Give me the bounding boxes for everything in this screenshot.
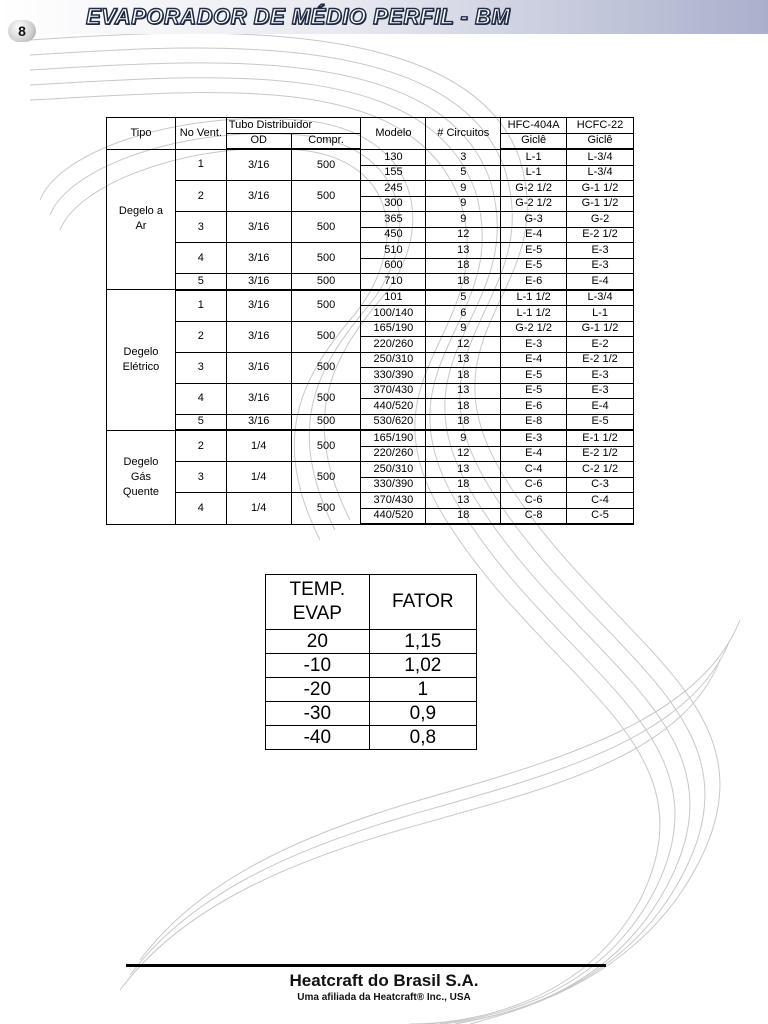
modelo-cell: 510: [361, 243, 426, 259]
modelo-cell: 370/430: [361, 493, 426, 509]
hfc-cell: E-3: [501, 337, 567, 353]
fator-header: FATOR: [369, 575, 476, 630]
table-row: [107, 243, 634, 259]
spec-table-body: [107, 118, 634, 525]
circuitos-cell: 12: [426, 446, 501, 462]
fator-cell: 0,9: [369, 702, 476, 726]
hcfc-cell: E-5: [567, 414, 634, 430]
modelo-cell: 165/190: [361, 321, 426, 337]
no-vent-cell: 2: [175, 430, 226, 462]
hfc-cell: E-5: [501, 383, 567, 399]
od-cell: 3/16: [226, 352, 291, 383]
hcfc-cell: E-4: [567, 399, 634, 415]
hfc-cell: E-4: [501, 352, 567, 368]
no-vent-cell: 5: [175, 414, 226, 430]
hfc-cell: L-1: [501, 165, 567, 181]
hfc-cell: G-2 1/2: [501, 321, 567, 337]
od-cell: 3/16: [226, 414, 291, 430]
circuitos-cell: 12: [426, 227, 501, 243]
temp-evap-cell: -10: [266, 654, 370, 678]
modelo-cell: 130: [361, 149, 426, 165]
circuitos-cell: 18: [426, 258, 501, 274]
hcfc-cell: E-2 1/2: [567, 446, 634, 462]
circuitos-cell: 3: [426, 149, 501, 165]
hcfc-cell: C-3: [567, 477, 634, 493]
evaporator-spec-table: [106, 117, 634, 525]
no-vent-cell: 3: [175, 462, 226, 493]
col-header-tubo-distribuidor: Tubo Distribuidor: [226, 118, 361, 134]
od-cell: 3/16: [226, 274, 291, 290]
compr-cell: 500: [291, 462, 361, 493]
temp-evap-cell: -30: [266, 702, 370, 726]
col-header-circuitos: # Circuitos: [426, 118, 501, 150]
col-header-hfc: HFC-404A: [501, 118, 567, 134]
factor-row: [266, 726, 477, 750]
modelo-cell: 250/310: [361, 462, 426, 478]
hcfc-cell: E-1 1/2: [567, 430, 634, 446]
circuitos-cell: 9: [426, 196, 501, 212]
hcfc-cell: E-3: [567, 243, 634, 259]
circuitos-cell: 9: [426, 430, 501, 446]
table-row: [107, 181, 634, 197]
temp-evap-cell: -40: [266, 726, 370, 750]
hfc-cell: G-3: [501, 212, 567, 228]
od-cell: 3/16: [226, 321, 291, 352]
table-row: [107, 149, 634, 165]
circuitos-cell: 13: [426, 383, 501, 399]
hcfc-cell: C-5: [567, 508, 634, 524]
hcfc-cell: E-4: [567, 274, 634, 290]
tipo-cell: Degelo Elétrico: [107, 290, 176, 431]
modelo-cell: 440/520: [361, 508, 426, 524]
hcfc-cell: L-1: [567, 306, 634, 322]
fator-cell: 1,15: [369, 630, 476, 654]
compr-cell: 500: [291, 352, 361, 383]
modelo-cell: 365: [361, 212, 426, 228]
hcfc-cell: G-1 1/2: [567, 196, 634, 212]
no-vent-cell: 4: [175, 383, 226, 414]
no-vent-cell: 5: [175, 274, 226, 290]
modelo-cell: 250/310: [361, 352, 426, 368]
header-row-1: [107, 118, 634, 134]
modelo-cell: 101: [361, 290, 426, 306]
hfc-cell: E-5: [501, 258, 567, 274]
od-cell: 1/4: [226, 430, 291, 462]
table-row: [107, 290, 634, 306]
od-cell: 1/4: [226, 493, 291, 525]
compr-cell: 500: [291, 430, 361, 462]
hcfc-cell: E-2 1/2: [567, 352, 634, 368]
circuitos-cell: 18: [426, 508, 501, 524]
circuitos-cell: 9: [426, 181, 501, 197]
hfc-cell: C-4: [501, 462, 567, 478]
no-vent-cell: 3: [175, 352, 226, 383]
modelo-cell: 330/390: [361, 368, 426, 384]
table-row: [107, 430, 634, 446]
compr-cell: 500: [291, 149, 361, 181]
modelo-cell: 155: [361, 165, 426, 181]
circuitos-cell: 5: [426, 165, 501, 181]
od-cell: 3/16: [226, 181, 291, 212]
hfc-cell: L-1: [501, 149, 567, 165]
hfc-cell: C-6: [501, 477, 567, 493]
table-row: [107, 383, 634, 399]
compr-cell: 500: [291, 290, 361, 322]
modelo-cell: 220/260: [361, 337, 426, 353]
col-header-no-vent: No Vent.: [175, 118, 226, 150]
col-header-hfc-sub: Giclê: [501, 133, 567, 149]
no-vent-cell: 4: [175, 493, 226, 525]
circuitos-cell: 6: [426, 306, 501, 322]
fator-cell: 1,02: [369, 654, 476, 678]
hfc-cell: E-5: [501, 243, 567, 259]
circuitos-cell: 13: [426, 243, 501, 259]
hfc-cell: E-4: [501, 446, 567, 462]
table-row: [107, 212, 634, 228]
compr-cell: 500: [291, 274, 361, 290]
no-vent-cell: 2: [175, 181, 226, 212]
hfc-cell: C-6: [501, 493, 567, 509]
modelo-cell: 440/520: [361, 399, 426, 415]
compr-cell: 500: [291, 414, 361, 430]
circuitos-cell: 9: [426, 321, 501, 337]
circuitos-cell: 18: [426, 399, 501, 415]
factor-table-body: [266, 575, 477, 750]
footer-company-name: Heatcraft do Brasil S.A.: [289, 971, 479, 990]
col-header-compr: Compr.: [291, 133, 361, 149]
circuitos-cell: 18: [426, 368, 501, 384]
modelo-cell: 220/260: [361, 446, 426, 462]
footer-subtitle: Uma afiliada da Heatcraft® Inc., USA: [297, 992, 471, 1003]
circuitos-cell: 18: [426, 477, 501, 493]
no-vent-cell: 1: [175, 290, 226, 322]
hcfc-cell: E-3: [567, 258, 634, 274]
no-vent-cell: 2: [175, 321, 226, 352]
hfc-cell: E-6: [501, 399, 567, 415]
table-row: [107, 414, 634, 430]
circuitos-cell: 18: [426, 274, 501, 290]
fator-cell: 1: [369, 678, 476, 702]
page-number-badge: 8: [8, 20, 36, 42]
no-vent-cell: 1: [175, 149, 226, 181]
hcfc-cell: E-2: [567, 337, 634, 353]
factor-header-row: [266, 575, 477, 630]
circuitos-cell: 13: [426, 493, 501, 509]
modelo-cell: 330/390: [361, 477, 426, 493]
modelo-cell: 100/140: [361, 306, 426, 322]
table-row: [107, 352, 634, 368]
od-cell: 3/16: [226, 383, 291, 414]
table-row: [107, 274, 634, 290]
circuitos-cell: 13: [426, 352, 501, 368]
hcfc-cell: G-1 1/2: [567, 181, 634, 197]
fator-cell: 0,8: [369, 726, 476, 750]
hfc-cell: E-5: [501, 368, 567, 384]
compr-cell: 500: [291, 212, 361, 243]
hcfc-cell: L-3/4: [567, 149, 634, 165]
hcfc-cell: L-3/4: [567, 165, 634, 181]
factor-row: [266, 702, 477, 726]
modelo-cell: 600: [361, 258, 426, 274]
no-vent-cell: 4: [175, 243, 226, 274]
hfc-cell: E-3: [501, 430, 567, 446]
temp-evap-header: TEMP. EVAP: [266, 575, 370, 630]
table-row: [107, 493, 634, 509]
tipo-cell: Degelo Gás Quente: [107, 430, 176, 524]
hfc-cell: E-8: [501, 414, 567, 430]
factor-row: [266, 678, 477, 702]
circuitos-cell: 9: [426, 212, 501, 228]
hcfc-cell: G-1 1/2: [567, 321, 634, 337]
col-header-tipo: Tipo: [107, 118, 176, 150]
circuitos-cell: 13: [426, 462, 501, 478]
hfc-cell: G-2 1/2: [501, 181, 567, 197]
table-row: [107, 462, 634, 478]
circuitos-cell: 18: [426, 414, 501, 430]
od-cell: 3/16: [226, 243, 291, 274]
circuitos-cell: 12: [426, 337, 501, 353]
compr-cell: 500: [291, 181, 361, 212]
hfc-cell: G-2 1/2: [501, 196, 567, 212]
factor-row: [266, 654, 477, 678]
hcfc-cell: C-2 1/2: [567, 462, 634, 478]
temp-evap-cell: -20: [266, 678, 370, 702]
col-header-modelo: Modelo: [361, 118, 426, 150]
modelo-cell: 165/190: [361, 430, 426, 446]
no-vent-cell: 3: [175, 212, 226, 243]
hcfc-cell: C-4: [567, 493, 634, 509]
hfc-cell: L-1 1/2: [501, 290, 567, 306]
hfc-cell: E-4: [501, 227, 567, 243]
circuitos-cell: 5: [426, 290, 501, 306]
od-cell: 3/16: [226, 290, 291, 322]
hfc-cell: E-6: [501, 274, 567, 290]
hcfc-cell: L-3/4: [567, 290, 634, 306]
modelo-cell: 710: [361, 274, 426, 290]
hcfc-cell: E-3: [567, 383, 634, 399]
col-header-od: OD: [226, 133, 291, 149]
od-cell: 1/4: [226, 462, 291, 493]
compr-cell: 500: [291, 321, 361, 352]
od-cell: 3/16: [226, 149, 291, 181]
hfc-cell: C-8: [501, 508, 567, 524]
hcfc-cell: E-3: [567, 368, 634, 384]
modelo-cell: 370/430: [361, 383, 426, 399]
compr-cell: 500: [291, 493, 361, 525]
modelo-cell: 245: [361, 181, 426, 197]
modelo-cell: 530/620: [361, 414, 426, 430]
hcfc-cell: E-2 1/2: [567, 227, 634, 243]
tipo-cell: Degelo a Ar: [107, 149, 176, 290]
footer-rule: [126, 964, 606, 967]
compr-cell: 500: [291, 383, 361, 414]
col-header-hcfc-sub: Giclê: [567, 133, 634, 149]
modelo-cell: 450: [361, 227, 426, 243]
temp-evap-cell: 20: [266, 630, 370, 654]
table-row: [107, 321, 634, 337]
hcfc-cell: G-2: [567, 212, 634, 228]
temperature-factor-table: [265, 574, 477, 750]
col-header-hcfc: HCFC-22: [567, 118, 634, 134]
od-cell: 3/16: [226, 212, 291, 243]
modelo-cell: 300: [361, 196, 426, 212]
hfc-cell: L-1 1/2: [501, 306, 567, 322]
compr-cell: 500: [291, 243, 361, 274]
factor-row: [266, 630, 477, 654]
document-title: EVAPORADOR DE MÉDIO PERFIL - BM: [86, 4, 511, 29]
